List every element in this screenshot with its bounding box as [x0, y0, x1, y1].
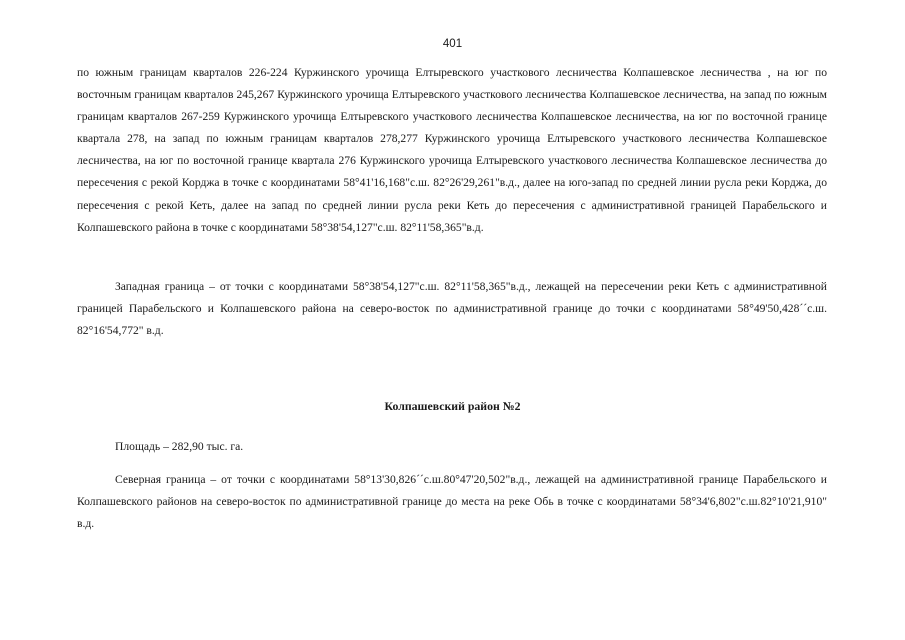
western-boundary-paragraph: Западная граница – от точки с координатами 58°38'54,127"с.ш. 82°11'58,365"в.д., лежащей на пересечении реки Кеть с административной границей Парабельского и Колпашевского района на северо-восток по административной границе до точки с координатами 58°49'50,428´´с.ш. 82°16'54,772" в.д.	[77, 280, 827, 338]
boundary-description-paragraph: по южным границам кварталов 226-224 Куржинского урочища Елтыревского участкового лесничества Колпашевское лесничества , на юг по восточным границам кварталов 245,267 Куржинского урочища Елтыревского участкового лесничества Колпашевское лесничества, на запад по южным границам кварталов 267-259 Куржинского урочища Елтыревского участкового лесничества Колпашевское лесничества, на юг по восточной границе квартала 278, на запад по южным границам кварталов 278,277 Куржинского урочища Елтыревского участкового лесничества Колпашевское лесничества, на юг по восточной границе квартала 276 Куржинского урочища Елтыревского участкового лесничества Колпашевское лесничества до пересечения с рекой Корджа в точке с координатами 58°41'16,168"с.ш. 82°26'29,261"в.д., далее на юго-запад по средней линии русла реки Корджа, до пересечения с рекой Кеть, далее на запад по средней линии русла реки Кеть до пересечения с административной границей Парабельского и Колпашевского района в точке с координатами 58°38'54,127"с.ш. 82°11'58,365"в.д.	[77, 66, 827, 234]
northern-boundary-paragraph: Северная граница – от точки с координатами 58°13'30,826´´с.ш.80°47'20,502"в.д., лежащей на административной границе Парабельского и Колпашевского районов на северо-восток по административной границе до места на реке Обь в точке с координатами 58°34'6,802"с.ш.82°10'21,910" в.д.	[77, 473, 827, 531]
section-heading: Колпашевский район №2	[384, 399, 521, 413]
area-line: Площадь – 282,90 тыс. га.	[115, 440, 244, 453]
page-number: 401	[442, 38, 463, 50]
